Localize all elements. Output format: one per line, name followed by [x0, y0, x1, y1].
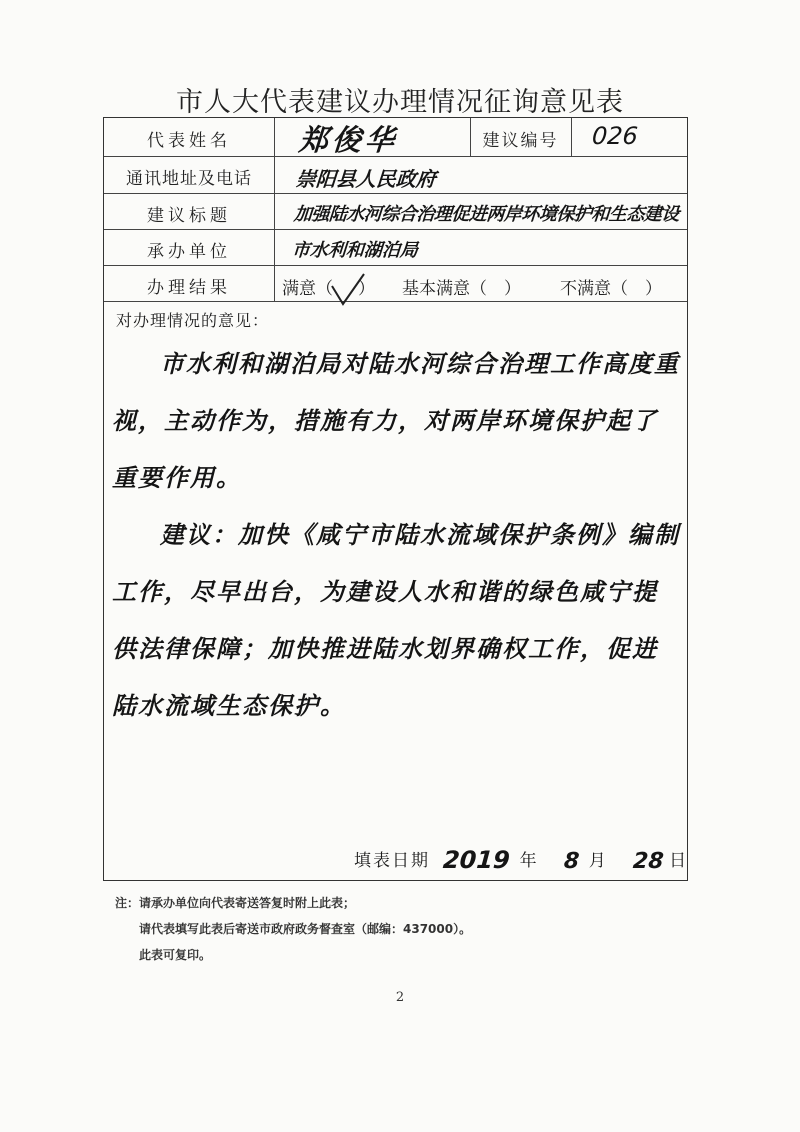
topic-label: 建议标题	[147, 206, 231, 226]
date-year-unit: 年	[519, 851, 537, 871]
topic-value: 加强陆水河综合治理促进两岸环境保护和生态建设	[293, 204, 680, 225]
fill-date	[354, 844, 686, 872]
opinion-form	[103, 117, 688, 881]
date-label: 填表日期	[354, 851, 430, 871]
opinion-paragraph: 市水利和湖泊局对陆水河综合治理工作高度重视，主动作为，措施有力，对两岸环境保护起了重要作用。	[112, 350, 680, 492]
column-divider	[571, 118, 572, 156]
row-divider	[104, 229, 687, 230]
column-divider	[274, 118, 275, 301]
result-label: 办理结果	[147, 278, 231, 298]
result-option-basic: 基本满意（ ）	[402, 279, 521, 299]
date-day-unit: 日	[669, 851, 687, 871]
form-title: 市人大代表建议办理情况征询意见表	[176, 87, 624, 118]
date-year: 2019	[442, 846, 512, 874]
opinion-text	[112, 336, 680, 735]
date-month: 8	[563, 849, 581, 874]
footnote: 请代表填写此表后寄送市政府政务督查室（邮编：437000）。	[139, 922, 472, 936]
number-value: 026	[591, 122, 639, 150]
address-value: 崇阳县人民政府	[295, 167, 437, 191]
row-divider	[104, 265, 687, 266]
result-option-satisfied-close: ）	[358, 279, 375, 299]
opinion-paragraph: 建议：加快《咸宁市陆水流域保护条例》编制工作，尽早出台，为建设人水和谐的绿色咸宁提供法律保障；加快推进陆水划界确权工作，促进陆水流域生态保护。	[112, 521, 680, 720]
result-option-unsatisfied: 不满意（ ）	[560, 279, 662, 299]
footnotes	[115, 890, 471, 968]
unit-value: 市水利和湖泊局	[291, 240, 419, 261]
date-month-unit: 月	[588, 851, 606, 871]
rep-name-label: 代表姓名	[147, 131, 231, 151]
footnote: 此表可复印。	[139, 948, 212, 962]
rep-name-value: 郑俊华	[297, 123, 400, 157]
footnote: 注：请承办单位向代表寄送答复时附上此表；	[115, 896, 356, 910]
result-option-satisfied: 满意（	[282, 279, 333, 299]
number-label: 建议编号	[482, 131, 559, 151]
page-number: 2	[395, 990, 405, 1005]
unit-label: 承办单位	[147, 242, 231, 262]
row-divider	[104, 301, 687, 302]
date-day: 28	[632, 849, 665, 874]
opinion-label: 对办理情况的意见：	[116, 311, 270, 330]
address-label: 通讯地址及电话	[126, 169, 252, 189]
checkmark-icon	[328, 272, 368, 308]
row-divider	[104, 193, 687, 194]
